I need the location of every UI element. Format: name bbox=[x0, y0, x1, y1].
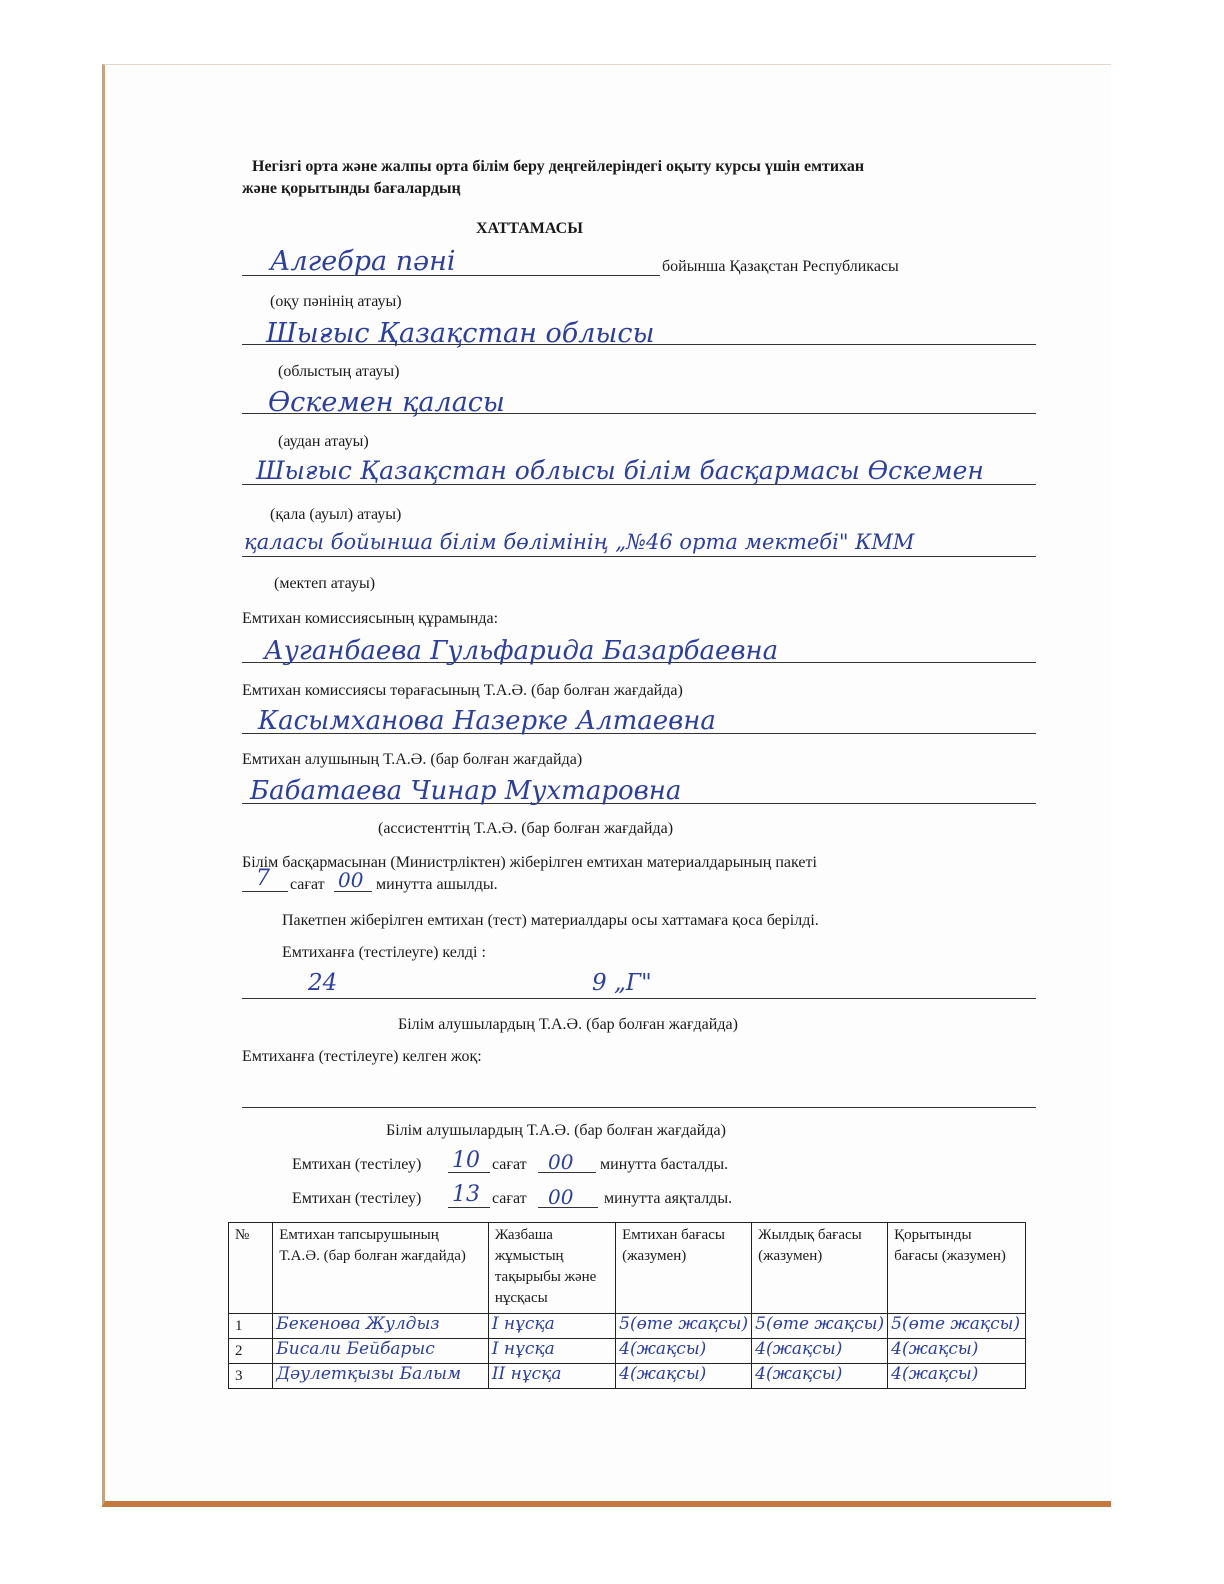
row-number: 3 bbox=[229, 1364, 273, 1389]
subject-value: Алгебра пәні bbox=[270, 246, 456, 277]
final-grade: 4(жақсы) bbox=[888, 1339, 1026, 1364]
school-line bbox=[242, 556, 1036, 557]
start-prefix: Емтихан (тестілеу) bbox=[292, 1156, 422, 1173]
final-grade: 4(жақсы) bbox=[888, 1364, 1026, 1389]
start-hour-label: сағат bbox=[492, 1156, 527, 1173]
arrived-count: 24 bbox=[308, 970, 338, 996]
arrived-label: Емтиханға (тестілеуге) келді : bbox=[282, 944, 486, 961]
annual-grade: 4(жақсы) bbox=[752, 1364, 888, 1389]
district-value: Өскемен қаласы bbox=[268, 387, 505, 418]
start-minute: 00 bbox=[548, 1150, 574, 1174]
header-number: № bbox=[229, 1223, 273, 1314]
examinee-name: Дәулетқызы Балым bbox=[273, 1364, 489, 1389]
examinee-name: Бисали Бейбарыс bbox=[273, 1339, 489, 1364]
end-hour-line bbox=[448, 1207, 490, 1208]
arrived-caption: Білім алушылардың Т.А.Ә. (бар болған жағдайда) bbox=[398, 1016, 738, 1033]
header-topic: Жазбаша жұмыстың тақырыбы және нұсқасы bbox=[488, 1223, 615, 1314]
grades-table bbox=[228, 1222, 1026, 1389]
chair-caption: Емтихан комиссиясы төрағасының Т.А.Ә. (бар болған жағдайда) bbox=[242, 682, 683, 699]
arrived-line bbox=[242, 998, 1036, 999]
exam-grade: 4(жақсы) bbox=[616, 1339, 752, 1364]
assistant-name: Бабатаева Чинар Мухтаровна bbox=[250, 776, 682, 806]
subject-suffix: бойынша Қазақстан Республикасы bbox=[662, 258, 899, 275]
row-number: 1 bbox=[229, 1314, 273, 1339]
document-title: ХАТТАМАСЫ bbox=[476, 220, 583, 237]
table-row bbox=[229, 1364, 1026, 1389]
package-line-1: Білім басқармасынан (Министрліктен) жіберілген емтихан материалдарының пакеті bbox=[242, 854, 817, 871]
absent-label: Емтиханға (тестілеуге) келген жоқ: bbox=[242, 1048, 482, 1065]
end-hour: 13 bbox=[452, 1182, 480, 1207]
end-suffix: минутта аяқталды. bbox=[604, 1190, 733, 1207]
region-value: Шығыс Қазақстан облысы bbox=[266, 318, 655, 349]
examinee-caption: Емтихан алушының Т.А.Ә. (бар болған жағдайда) bbox=[242, 751, 583, 768]
region-caption: (облыстың атауы) bbox=[278, 363, 400, 380]
annual-grade: 5(өте жақсы) bbox=[752, 1314, 888, 1339]
package-hour: 7 bbox=[256, 866, 270, 891]
district-caption: (аудан атауы) bbox=[278, 433, 369, 450]
row-number: 2 bbox=[229, 1339, 273, 1364]
commission-label: Емтихан комиссиясының құрамында: bbox=[242, 610, 499, 627]
subject-caption: (оқу пәнінің атауы) bbox=[270, 293, 402, 310]
header-examinee: Емтихан тапсырушының Т.А.Ә. (бар болған жағдайда) bbox=[273, 1223, 489, 1314]
header-line-1: Негізгі орта және жалпы орта білім беру деңгейлеріндегі оқыту курсы үшін емтихан bbox=[252, 158, 865, 175]
variant: II нұсқа bbox=[488, 1364, 615, 1389]
header-line-2: және қорытынды бағалардың bbox=[242, 180, 461, 197]
school-value: қаласы бойынша білім бөлімінің „№46 орта мектебі" КММ bbox=[244, 530, 915, 554]
variant: I нұсқа bbox=[488, 1339, 615, 1364]
table-row bbox=[229, 1314, 1026, 1339]
package-hour-label: сағат bbox=[290, 876, 325, 893]
table-row bbox=[229, 1339, 1026, 1364]
exam-grade: 5(өте жақсы) bbox=[616, 1314, 752, 1339]
package-minute-label: минутта ашылды. bbox=[376, 876, 498, 893]
school-caption: (мектеп атауы) bbox=[274, 575, 376, 592]
absent-line bbox=[242, 1107, 1036, 1108]
end-prefix: Емтихан (тестілеу) bbox=[292, 1190, 422, 1207]
annual-grade: 4(жақсы) bbox=[752, 1339, 888, 1364]
city-value: Шығыс Қазақстан облысы білім басқармасы Өскемен bbox=[256, 456, 984, 485]
assistant-caption: (ассистенттің Т.А.Ә. (бар болған жағдайда) bbox=[378, 820, 674, 837]
exam-grade: 4(жақсы) bbox=[616, 1364, 752, 1389]
final-grade: 5(өте жақсы) bbox=[888, 1314, 1026, 1339]
commission-chair: Касымханова Назерке Алтаевна bbox=[258, 706, 716, 736]
end-minute: 00 bbox=[548, 1185, 574, 1209]
package-hour-line bbox=[242, 891, 288, 892]
variant: I нұсқа bbox=[488, 1314, 615, 1339]
commission-member: Ауганбаева Гульфарида Базарбаевна bbox=[264, 636, 779, 666]
header-exam-grade: Емтихан бағасы (жазумен) bbox=[616, 1223, 752, 1314]
package-attached: Пакетпен жіберілген емтихан (тест) материалдары осы хаттамаға қоса берілді. bbox=[282, 912, 819, 929]
header-annual-grade: Жылдық бағасы (жазумен) bbox=[752, 1223, 888, 1314]
package-minute: 00 bbox=[338, 868, 364, 892]
start-hour: 10 bbox=[452, 1148, 480, 1173]
absent-caption: Білім алушылардың Т.А.Ә. (бар болған жағдайда) bbox=[386, 1122, 726, 1139]
header-final-grade: Қорытынды бағасы (жазумен) bbox=[888, 1223, 1026, 1314]
start-suffix: минутта басталды. bbox=[600, 1156, 729, 1173]
end-hour-label: сағат bbox=[492, 1190, 527, 1207]
examinee-name: Бекенова Жулдыз bbox=[273, 1314, 489, 1339]
table-header-row bbox=[229, 1223, 1026, 1314]
arrived-class: 9 „Г" bbox=[592, 970, 652, 996]
city-caption: (қала (ауыл) атауы) bbox=[270, 506, 402, 523]
